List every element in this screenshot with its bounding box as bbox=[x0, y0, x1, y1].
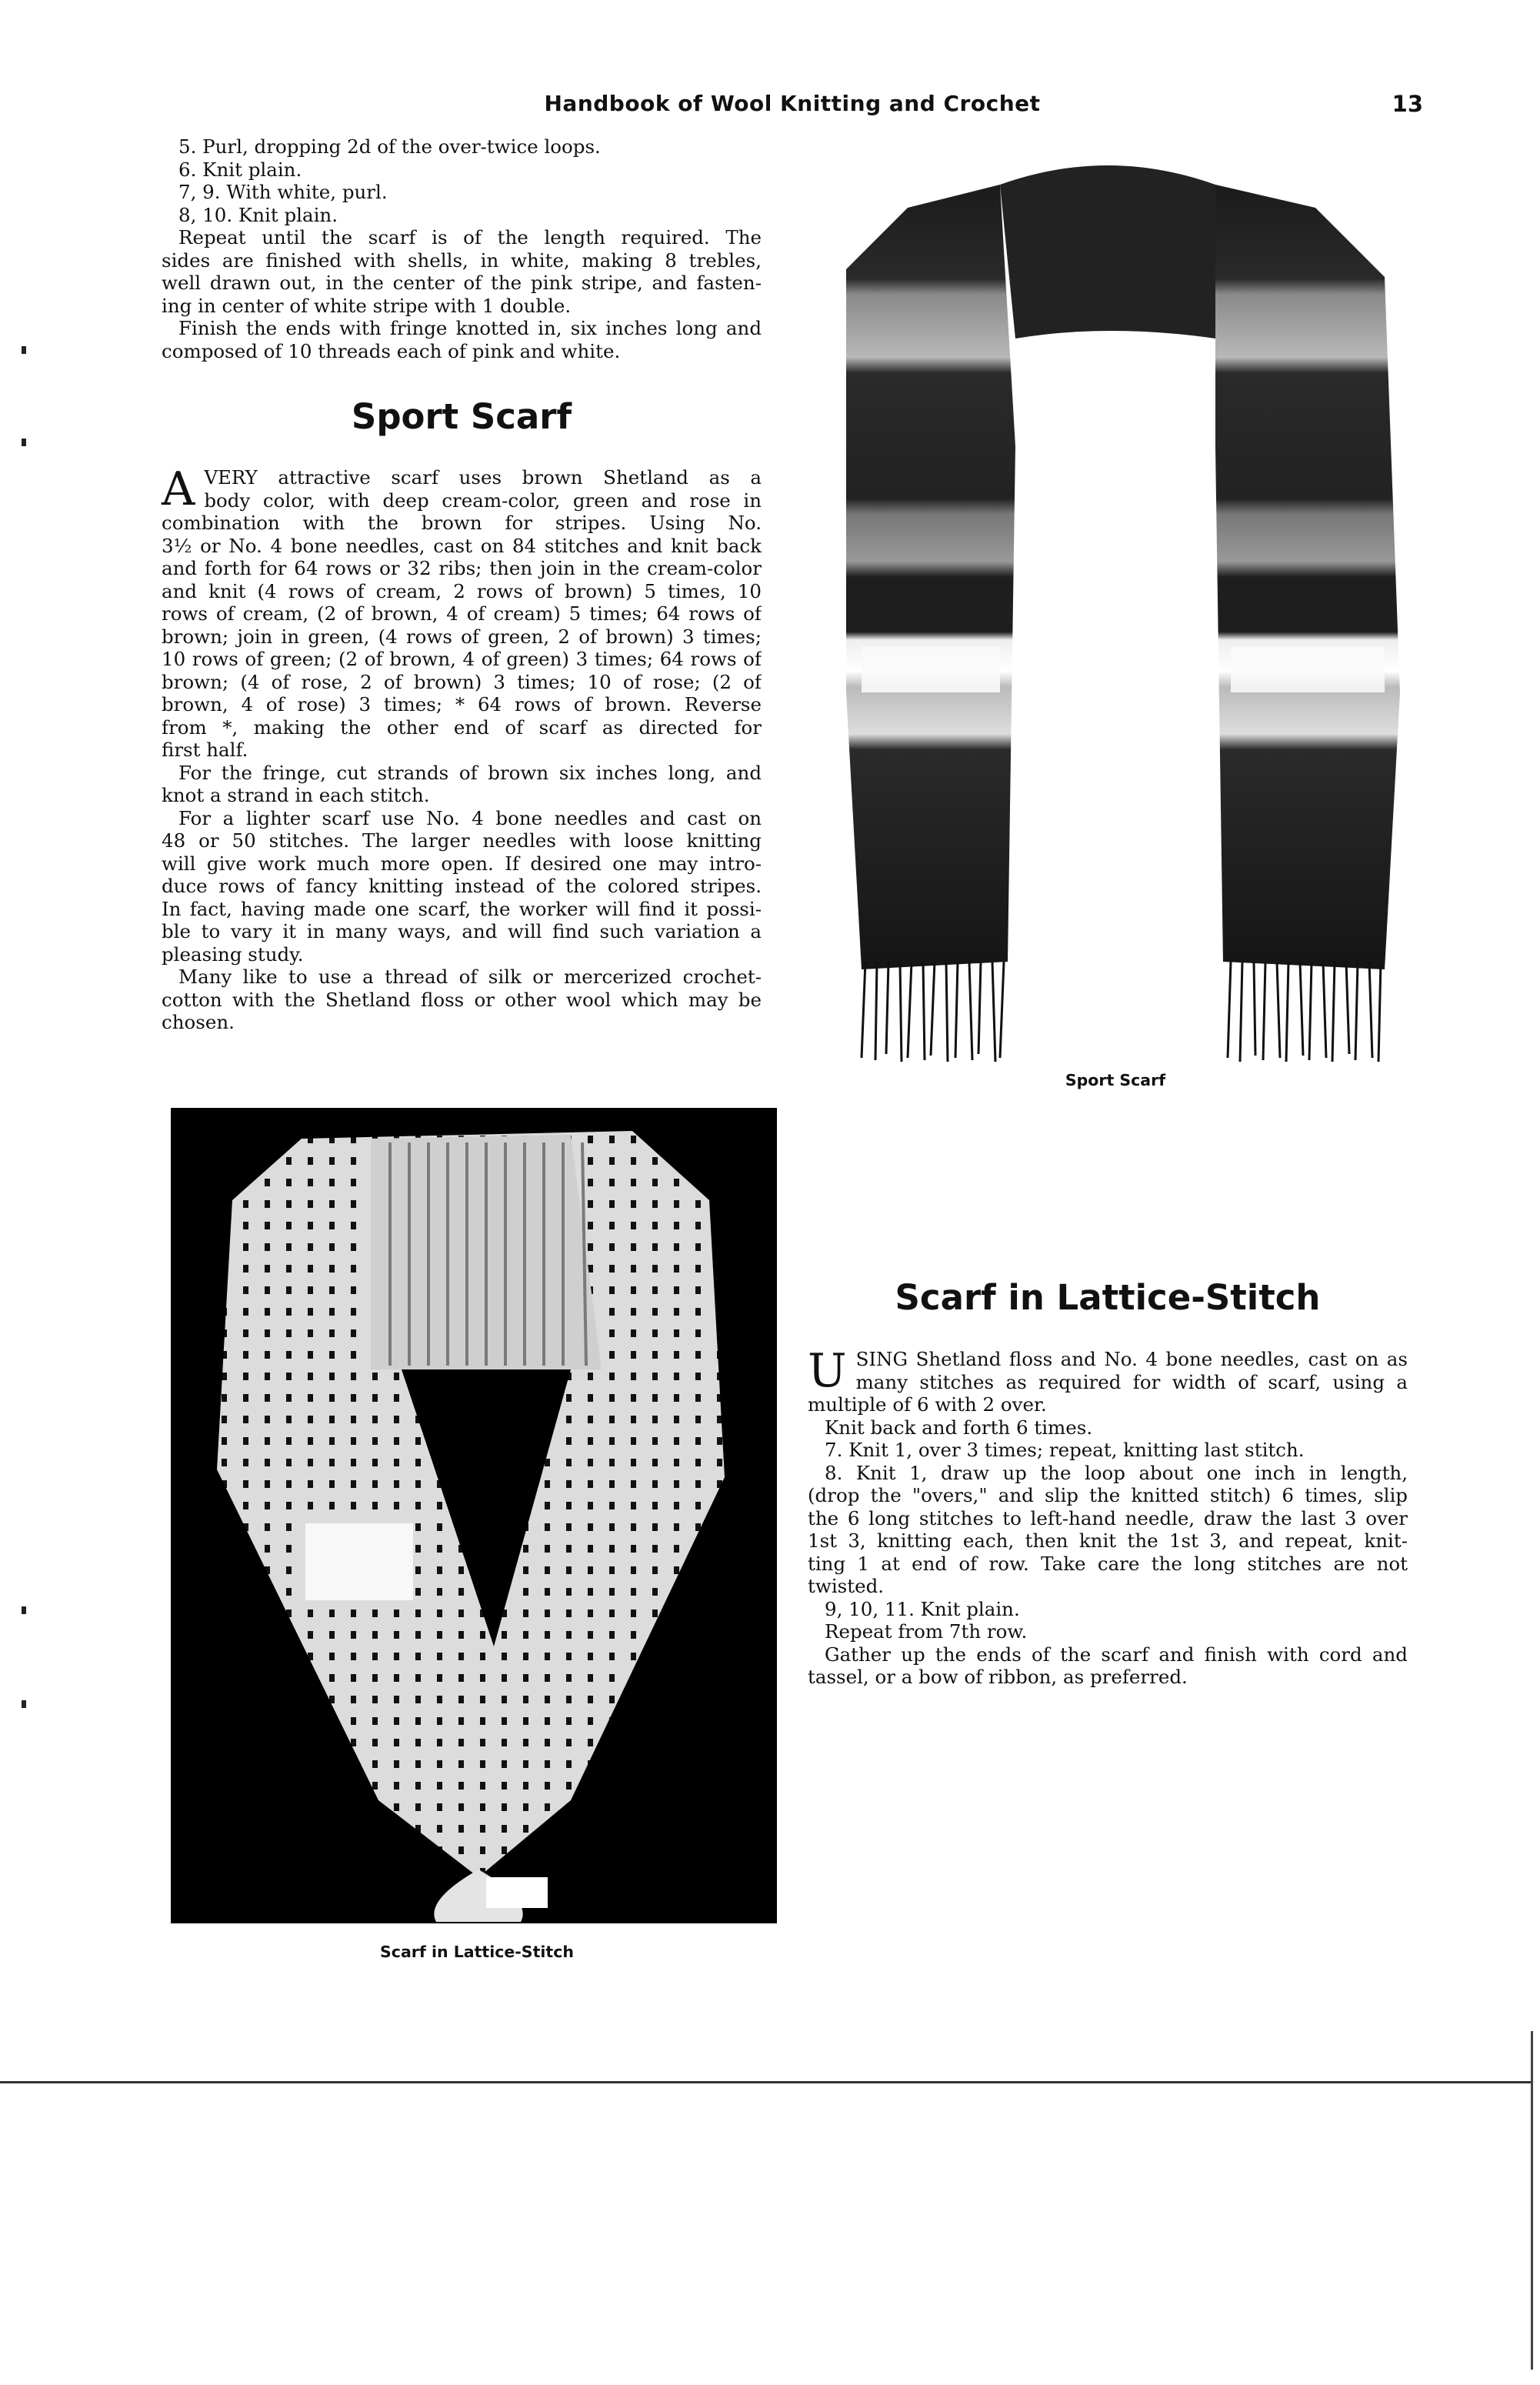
paragraph-line: 3½ or No. 4 bone needles, cast on 84 stitches and knit back bbox=[162, 534, 762, 557]
paragraph-line: 48 or 50 stitches. The larger needles with loose knitting bbox=[162, 829, 762, 852]
page-number: 13 bbox=[1392, 91, 1423, 117]
fringe bbox=[862, 962, 1381, 1062]
paragraph-line: pleasing study. bbox=[162, 942, 304, 966]
paragraph-line: twisted. bbox=[808, 1575, 885, 1597]
paragraph-line: Repeat from 7th row. bbox=[825, 1620, 1028, 1643]
paragraph-line: ing in center of white stripe with 1 double. bbox=[162, 294, 572, 317]
drop-cap: U bbox=[808, 1344, 847, 1398]
paragraph-line: many stitches as required for width of scarf, using a bbox=[855, 1370, 1408, 1393]
paragraph-line: and knit (4 rows of cream, 2 rows of brown) 5 times, 10 bbox=[162, 579, 762, 602]
paragraph-line: duce rows of fancy knitting instead of the colored stripes. bbox=[162, 875, 762, 897]
running-head: Handbook of Wool Knitting and Crochet bbox=[544, 91, 1041, 116]
paragraph-line: tassel, or a bow of ribbon, as preferred. bbox=[808, 1666, 1188, 1688]
margin-mark bbox=[22, 439, 26, 446]
lattice-scarf-heading: Scarf in Lattice-Stitch bbox=[895, 1277, 1321, 1318]
paragraph-line: Many like to use a thread of silk or mercerized crochet- bbox=[178, 966, 762, 988]
paragraph-line: body color, with deep cream-color, green and rose in bbox=[204, 489, 762, 512]
paragraph-line: SING Shetland floss and No. 4 bone needles, cast on as bbox=[855, 1348, 1408, 1370]
paragraph-line: ble to vary it in many ways, and will find such variation a bbox=[162, 920, 762, 942]
sport-scarf-photo bbox=[815, 154, 1415, 1066]
paragraph-line: knot a strand in each stitch. bbox=[162, 784, 430, 806]
paragraph-line: 10 rows of green; (2 of brown, 4 of green) 3 times; 64 rows of bbox=[162, 648, 762, 670]
paragraph-line: from *, making the other end of scarf as directed for bbox=[162, 716, 762, 739]
paragraph-line: 9, 10, 11. Knit plain. bbox=[825, 1597, 1020, 1620]
paragraph-line: brown; join in green, (4 rows of green, 2 of brown) 3 times; bbox=[162, 625, 762, 648]
intro-paragraph bbox=[162, 226, 762, 362]
scarf-shape bbox=[846, 165, 1400, 969]
margin-mark bbox=[22, 1606, 26, 1614]
margin-mark bbox=[22, 1700, 26, 1708]
drop-cap: A bbox=[162, 462, 195, 516]
paragraph-line: will give work much more open. If desired one may intro- bbox=[162, 852, 762, 875]
sport-scarf-body bbox=[162, 462, 762, 1034]
paragraph-line: composed of 10 threads each of pink and white. bbox=[162, 339, 621, 362]
paragraph-line: multiple of 6 with 2 over. bbox=[808, 1393, 1047, 1416]
paragraph-line: For the fringe, cut strands of brown six inches long, and bbox=[178, 761, 762, 784]
right-edge-line bbox=[1531, 2031, 1533, 2370]
paragraph-line: well drawn out, in the center of the pink stripe, and fasten- bbox=[162, 272, 762, 294]
margin-mark bbox=[22, 346, 26, 354]
paragraph-line: the 6 long stitches to left-hand needle, draw the last 3 over bbox=[808, 1506, 1408, 1529]
paragraph-line: cotton with the Shetland floss or other wool which may be bbox=[162, 988, 762, 1011]
paragraph-line: 7. Knit 1, over 3 times; repeat, knitting last stitch. bbox=[825, 1439, 1305, 1461]
paragraph-line: 8. Knit 1, draw up the loop about one inch in length, bbox=[825, 1461, 1408, 1484]
intro-step-line: 7, 9. With white, purl. bbox=[178, 181, 388, 203]
intro-step-line: 8, 10. Knit plain. bbox=[178, 203, 338, 226]
paragraph-line: Finish the ends with fringe knotted in, six inches long and bbox=[178, 317, 762, 339]
sport-scarf-heading: Sport Scarf bbox=[351, 396, 572, 437]
paragraph-line: and forth for 64 rows or 32 ribs; then join in the cream-color bbox=[162, 557, 762, 579]
paragraph-line: For a lighter scarf use No. 4 bone needles and cast on bbox=[178, 806, 762, 829]
lattice-scarf-body bbox=[808, 1344, 1408, 1689]
paragraph-line: first half. bbox=[162, 739, 248, 761]
paragraph-line: 1st 3, knitting each, then knit the 1st 3, and repeat, knit- bbox=[808, 1529, 1408, 1552]
paragraph-line: In fact, having made one scarf, the worker will find it possi- bbox=[162, 897, 762, 920]
lattice-scarf-photo bbox=[171, 1108, 777, 1923]
paragraph-line: combination with the brown for stripes. Using No. bbox=[162, 512, 762, 534]
intro-step-line: 6. Knit plain. bbox=[178, 158, 302, 181]
paragraph-line: brown, 4 of rose) 3 times; * 64 rows of brown. Reverse bbox=[162, 693, 762, 716]
paragraph-line: chosen. bbox=[162, 1011, 235, 1033]
paragraph-line: rows of cream, (2 of brown, 4 of cream) 5 times; 64 rows of bbox=[162, 602, 762, 625]
paragraph-line: sides are finished with shells, in white, making 8 trebles, bbox=[162, 249, 762, 272]
lattice-scarf-caption: Scarf in Lattice-Stitch bbox=[380, 1943, 574, 1961]
paragraph-line: brown; (4 of rose, 2 of brown) 3 times; 10 of rose; (2 of bbox=[162, 670, 762, 693]
bottom-rule bbox=[0, 2081, 1531, 2083]
paragraph-line: ting 1 at end of row. Take care the long stitches are not bbox=[808, 1552, 1408, 1575]
paragraph-line: Gather up the ends of the scarf and finish with cord and bbox=[825, 1643, 1408, 1666]
intro-step-line: 5. Purl, dropping 2d of the over-twice loops. bbox=[178, 135, 601, 158]
paragraph-line: VERY attractive scarf uses brown Shetland as a bbox=[204, 466, 762, 489]
intro-steps bbox=[178, 135, 763, 226]
paragraph-line: Knit back and forth 6 times. bbox=[825, 1416, 1093, 1439]
paragraph-line: (drop the "overs," and slip the knitted stitch) 6 times, slip bbox=[808, 1484, 1408, 1506]
sport-scarf-caption: Sport Scarf bbox=[1065, 1071, 1166, 1089]
paragraph-line: Repeat until the scarf is of the length required. The bbox=[178, 226, 762, 249]
